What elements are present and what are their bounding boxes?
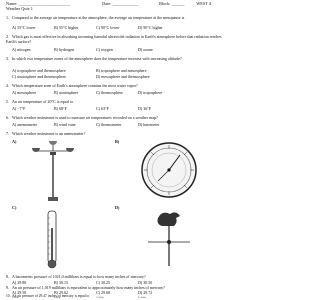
question-number: 10. <box>6 294 11 298</box>
question-text: Which weather instrument is used to measure air temperatures recorded on a weather map? <box>12 115 158 120</box>
question-5 <box>6 100 225 105</box>
option-c[interactable]: C) oxygen <box>96 47 113 52</box>
wind-vane-image[interactable] <box>140 206 198 268</box>
option-c-label[interactable]: C) <box>12 205 17 210</box>
question-text: An air pressure of 29.47 inches of mercury is equal to <box>12 294 90 298</box>
option-d[interactable]: D) 30.50 <box>138 280 153 285</box>
question-3 <box>6 57 225 62</box>
question-2 <box>6 35 225 44</box>
question-number: 8. <box>6 274 9 279</box>
question-10 <box>6 295 225 299</box>
thermometer-image[interactable] <box>44 210 60 270</box>
option-a[interactable]: A) nitrogen <box>12 47 31 52</box>
option-a[interactable]: A) 55°C lower <box>12 25 36 30</box>
option-c[interactable]: C) stratosphere and thermosphere <box>12 74 66 79</box>
option-b[interactable]: B) 998 mb <box>54 298 61 299</box>
option-a-label[interactable]: A) <box>12 139 17 144</box>
option-c[interactable]: C) 1,002 mb <box>96 298 104 299</box>
barometer-dial-image[interactable] <box>140 141 198 199</box>
date-field-label: Date: ____________ <box>102 1 139 6</box>
option-b[interactable]: B) 30.15 <box>54 280 68 285</box>
question-number: 2. <box>6 34 9 39</box>
question-8 <box>6 275 225 280</box>
question-text: In which two temperature zones of the atmosphere does the temperature increase with increasing altitude? <box>12 56 182 61</box>
question-number: 9. <box>6 285 9 290</box>
question-text: Which gas is most effective in absorbing incoming harmful ultraviolet radiation in Earth's atmosphere before that radiation reaches Earth's surface? <box>6 34 222 44</box>
option-a[interactable]: A) troposphere and thermosphere <box>12 68 66 73</box>
option-d[interactable]: D) barometer <box>138 122 160 127</box>
question-number: 4. <box>6 83 9 88</box>
question-6 <box>6 116 225 121</box>
question-number: 6. <box>6 115 9 120</box>
question-number: 3. <box>6 56 9 61</box>
question-number: 1. <box>6 15 9 20</box>
option-d[interactable]: D) mesosphere and thermosphere <box>96 74 150 79</box>
option-c[interactable]: C) 90°C lower <box>96 25 120 30</box>
option-d[interactable]: D) 29.72 <box>138 290 153 295</box>
option-a[interactable]: A) anemometer <box>12 122 37 127</box>
question-1 <box>6 16 225 21</box>
option-c[interactable]: C) thermometer <box>96 122 122 127</box>
question-text: Compared to the average air temperature at the atmosphere, the average air temperature at the mesopause is <box>12 15 185 20</box>
name-field-label: Name: ________________________ <box>6 1 71 6</box>
option-b-label[interactable]: B) <box>115 139 120 144</box>
question-9 <box>6 286 225 291</box>
option-c[interactable]: C) 29.68 <box>96 290 110 295</box>
option-d-label[interactable]: D) <box>115 205 120 210</box>
option-d[interactable]: D) ozone <box>138 47 153 52</box>
option-a[interactable]: A) 29.50 <box>12 290 27 295</box>
class-code: WEST 4 <box>196 1 212 6</box>
question-7 <box>6 132 225 137</box>
question-text: Which temperature zone of Earth's atmosphere contains the most water vapor? <box>12 83 138 88</box>
question-text: An air temperature of 20°C is equal to <box>12 99 74 104</box>
option-b[interactable]: B) troposphere and mesosphere <box>96 68 147 73</box>
option-a[interactable]: A) 996 mb <box>12 298 19 299</box>
block-field-label: Block: ______ <box>159 1 185 6</box>
question-number: 7. <box>6 131 9 136</box>
header-line <box>6 1 227 6</box>
cup-anemometer-image[interactable] <box>30 139 76 203</box>
option-b[interactable]: B) wind vane <box>54 122 76 127</box>
quiz-title: Weather Quiz 1 <box>6 6 33 11</box>
option-d[interactable]: D) troposphere <box>138 90 163 95</box>
option-b[interactable]: B) stratosphere <box>54 90 79 95</box>
option-a[interactable]: A) mesosphere <box>12 90 37 95</box>
option-b[interactable]: B) 29.62 <box>54 290 68 295</box>
question-text: Which weather instrument is an anemometer? <box>12 131 86 136</box>
question-text: An air pressure of 1,019 millibars is equivalent to approximately how many inches of mercury? <box>12 285 165 290</box>
option-d[interactable]: D) 1,014 mb <box>138 298 146 299</box>
option-c[interactable]: C) thermosphere <box>96 90 123 95</box>
option-b[interactable]: B) 68°F <box>54 106 67 111</box>
option-a[interactable]: A) 29.88 <box>12 280 27 285</box>
question-4 <box>6 84 225 89</box>
option-b[interactable]: B) 55°C higher <box>54 25 79 30</box>
option-c[interactable]: C) 63°F <box>96 106 109 111</box>
option-c[interactable]: C) 30.25 <box>96 280 110 285</box>
option-b[interactable]: B) hydrogen <box>54 47 75 52</box>
question-text: A barometric pressure of 1021.0 millibars is equal to how many inches of mercury? <box>12 274 146 279</box>
option-a[interactable]: A) −7°F <box>12 106 26 111</box>
question-number: 5. <box>6 99 9 104</box>
option-d[interactable]: D) 90°C higher <box>138 25 163 30</box>
option-d[interactable]: D) 36°F <box>138 106 152 111</box>
